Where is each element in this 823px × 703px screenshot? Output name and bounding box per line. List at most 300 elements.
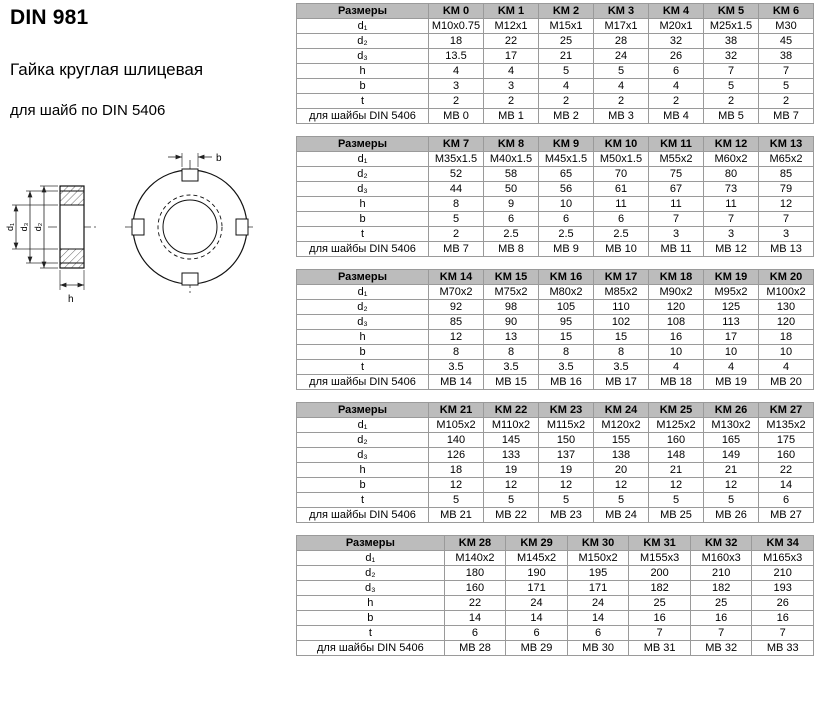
header-row — [297, 536, 814, 551]
value-cell: 26 — [649, 49, 704, 64]
km-header-cell: KM 3 — [594, 4, 649, 19]
value-cell: 85 — [429, 315, 484, 330]
value-cell: 3.5 — [484, 360, 539, 375]
value-cell: 61 — [594, 182, 649, 197]
table-row — [297, 242, 814, 257]
value-cell: MB 17 — [594, 375, 649, 390]
value-cell: 11 — [704, 197, 759, 212]
section-view — [5, 186, 96, 305]
value-cell: 10 — [649, 345, 704, 360]
value-cell: 24 — [506, 596, 568, 611]
header-row — [297, 403, 814, 418]
value-cell: MB 16 — [539, 375, 594, 390]
table-row — [297, 109, 814, 124]
value-cell: 6 — [649, 64, 704, 79]
value-cell: 175 — [759, 433, 814, 448]
value-cell: M60x2 — [704, 152, 759, 167]
value-cell: 2 — [594, 94, 649, 109]
table-row — [297, 197, 814, 212]
table-row — [297, 448, 814, 463]
tables-container — [296, 3, 814, 656]
dim-label-d3: d₃ — [19, 222, 29, 232]
km-header-cell: KM 31 — [629, 536, 691, 551]
value-cell: 8 — [539, 345, 594, 360]
value-cell: 25 — [629, 596, 691, 611]
value-cell: 10 — [704, 345, 759, 360]
value-cell: 160 — [649, 433, 704, 448]
value-cell: 5 — [704, 79, 759, 94]
value-cell: 24 — [567, 596, 629, 611]
km-header-cell: KM 15 — [484, 270, 539, 285]
value-cell: M115x2 — [539, 418, 594, 433]
hatch-top — [60, 186, 84, 205]
value-cell: M35x1.5 — [429, 152, 484, 167]
value-cell: 6 — [506, 626, 568, 641]
value-cell: 182 — [690, 581, 752, 596]
value-cell: 18 — [429, 463, 484, 478]
value-cell: 171 — [567, 581, 629, 596]
km-header-cell: KM 4 — [649, 4, 704, 19]
value-cell: 2 — [539, 94, 594, 109]
value-cell: 171 — [506, 581, 568, 596]
value-cell: 210 — [690, 566, 752, 581]
table-row — [297, 227, 814, 242]
km-header-cell: KM 17 — [594, 270, 649, 285]
row-label-cell: d₁ — [297, 152, 429, 167]
value-cell: MB 9 — [539, 242, 594, 257]
value-cell: MB 25 — [649, 508, 704, 523]
value-cell: 102 — [594, 315, 649, 330]
value-cell: 3.5 — [594, 360, 649, 375]
value-cell: 26 — [752, 596, 814, 611]
value-cell: 140 — [429, 433, 484, 448]
value-cell: 4 — [594, 79, 649, 94]
value-cell: 180 — [444, 566, 506, 581]
value-cell: 10 — [759, 345, 814, 360]
page-title: DIN 981 — [10, 6, 89, 29]
row-label-cell: t — [297, 493, 429, 508]
value-cell: 7 — [704, 212, 759, 227]
value-cell: 125 — [704, 300, 759, 315]
row-label-cell: d₂ — [297, 433, 429, 448]
value-cell: 6 — [539, 212, 594, 227]
value-cell: 108 — [649, 315, 704, 330]
front-view — [125, 153, 256, 294]
value-cell: 79 — [759, 182, 814, 197]
value-cell: 5 — [484, 493, 539, 508]
nut-drawing-svg — [0, 148, 295, 353]
km-header-cell: KM 0 — [429, 4, 484, 19]
row-label-cell: h — [297, 330, 429, 345]
value-cell: 148 — [649, 448, 704, 463]
slot-right — [236, 219, 248, 235]
value-cell: 56 — [539, 182, 594, 197]
value-cell: 4 — [484, 64, 539, 79]
value-cell: 52 — [429, 167, 484, 182]
value-cell: 5 — [649, 493, 704, 508]
table-row — [297, 433, 814, 448]
km-header-cell: KM 20 — [759, 270, 814, 285]
value-cell: 145 — [484, 433, 539, 448]
value-cell: M40x1.5 — [484, 152, 539, 167]
row-label-cell: h — [297, 64, 429, 79]
value-cell: M75x2 — [484, 285, 539, 300]
value-cell: MB 32 — [690, 641, 752, 656]
value-cell: M130x2 — [704, 418, 759, 433]
value-cell: M25x1.5 — [704, 19, 759, 34]
km-header-cell: KM 29 — [506, 536, 568, 551]
value-cell: 200 — [629, 566, 691, 581]
km-header-cell: KM 2 — [539, 4, 594, 19]
table-row — [297, 463, 814, 478]
row-label-cell: b — [297, 611, 445, 626]
value-cell: 22 — [444, 596, 506, 611]
row-label-cell: d₁ — [297, 418, 429, 433]
value-cell: 98 — [484, 300, 539, 315]
table-row — [297, 611, 814, 626]
value-cell: 90 — [484, 315, 539, 330]
value-cell: 25 — [690, 596, 752, 611]
value-cell: 15 — [594, 330, 649, 345]
value-cell: 32 — [649, 34, 704, 49]
value-cell: 14 — [759, 478, 814, 493]
row-label-cell: d₂ — [297, 566, 445, 581]
value-cell: 3.5 — [539, 360, 594, 375]
value-cell: 190 — [506, 566, 568, 581]
value-cell: 8 — [429, 197, 484, 212]
value-cell: 130 — [759, 300, 814, 315]
value-cell: 160 — [444, 581, 506, 596]
table-row — [297, 49, 814, 64]
value-cell: M160x3 — [690, 551, 752, 566]
row-label-cell: d₁ — [297, 285, 429, 300]
km-header-cell: KM 1 — [484, 4, 539, 19]
value-cell: 44 — [429, 182, 484, 197]
value-cell: M120x2 — [594, 418, 649, 433]
row-label-cell: t — [297, 227, 429, 242]
value-cell: MB 14 — [429, 375, 484, 390]
value-cell: 5 — [539, 493, 594, 508]
value-cell: M10x0.75 — [429, 19, 484, 34]
value-cell: MB 5 — [704, 109, 759, 124]
value-cell: 58 — [484, 167, 539, 182]
value-cell: 195 — [567, 566, 629, 581]
row-label-cell: d₃ — [297, 49, 429, 64]
table-row — [297, 596, 814, 611]
km-header-cell: KM 34 — [752, 536, 814, 551]
sizes-header-cell: Размеры — [297, 536, 445, 551]
value-cell: 5 — [594, 64, 649, 79]
value-cell: 12 — [429, 330, 484, 345]
value-cell: 13.5 — [429, 49, 484, 64]
value-cell: 38 — [704, 34, 759, 49]
row-label-cell: d₁ — [297, 19, 429, 34]
value-cell: MB 7 — [759, 109, 814, 124]
value-cell: 3 — [484, 79, 539, 94]
table-row — [297, 94, 814, 109]
slot-left — [132, 219, 144, 235]
km-header-cell: KM 8 — [484, 137, 539, 152]
value-cell: 73 — [704, 182, 759, 197]
value-cell: M100x2 — [759, 285, 814, 300]
value-cell: 3 — [649, 227, 704, 242]
dim-label-d1: d₁ — [5, 222, 15, 232]
value-cell: 6 — [444, 626, 506, 641]
value-cell: 2 — [484, 94, 539, 109]
value-cell: 5 — [759, 79, 814, 94]
header-row — [297, 270, 814, 285]
table-row — [297, 19, 814, 34]
row-label-cell: b — [297, 478, 429, 493]
spec-table-5 — [296, 535, 814, 656]
row-label-cell: h — [297, 463, 429, 478]
value-cell: 4 — [759, 360, 814, 375]
km-header-cell: KM 26 — [704, 403, 759, 418]
sizes-header-cell: Размеры — [297, 403, 429, 418]
value-cell: M90x2 — [649, 285, 704, 300]
row-label-cell: h — [297, 596, 445, 611]
table-row — [297, 508, 814, 523]
value-cell: M50x1.5 — [594, 152, 649, 167]
table-row — [297, 626, 814, 641]
value-cell: M20x1 — [649, 19, 704, 34]
km-header-cell: KM 14 — [429, 270, 484, 285]
value-cell: 2 — [759, 94, 814, 109]
value-cell: 12 — [759, 197, 814, 212]
value-cell: 8 — [594, 345, 649, 360]
value-cell: M95x2 — [704, 285, 759, 300]
technical-drawing — [0, 148, 295, 353]
table-row — [297, 375, 814, 390]
value-cell: M45x1.5 — [539, 152, 594, 167]
value-cell: 105 — [539, 300, 594, 315]
value-cell: 25 — [539, 34, 594, 49]
value-cell: 2 — [649, 94, 704, 109]
value-cell: 7 — [629, 626, 691, 641]
value-cell: 12 — [539, 478, 594, 493]
table-row — [297, 360, 814, 375]
sizes-header-cell: Размеры — [297, 4, 429, 19]
value-cell: M80x2 — [539, 285, 594, 300]
km-header-cell: KM 10 — [594, 137, 649, 152]
row-label-cell: d₂ — [297, 167, 429, 182]
value-cell: 8 — [484, 345, 539, 360]
row-label-cell: b — [297, 212, 429, 227]
value-cell: 4 — [539, 79, 594, 94]
value-cell: 193 — [752, 581, 814, 596]
km-header-cell: KM 28 — [444, 536, 506, 551]
value-cell: MB 28 — [444, 641, 506, 656]
row-label-cell: для шайбы DIN 5406 — [297, 109, 429, 124]
value-cell: 7 — [759, 212, 814, 227]
value-cell: M145x2 — [506, 551, 568, 566]
row-label-cell: для шайбы DIN 5406 — [297, 242, 429, 257]
value-cell: 160 — [759, 448, 814, 463]
slot-top — [182, 169, 198, 181]
value-cell: 3 — [759, 227, 814, 242]
value-cell: 32 — [704, 49, 759, 64]
value-cell: 20 — [594, 463, 649, 478]
value-cell: 17 — [484, 49, 539, 64]
value-cell: 7 — [759, 64, 814, 79]
table-row — [297, 581, 814, 596]
value-cell: M12x1 — [484, 19, 539, 34]
value-cell: 18 — [429, 34, 484, 49]
value-cell: 133 — [484, 448, 539, 463]
value-cell: MB 30 — [567, 641, 629, 656]
value-cell: 6 — [484, 212, 539, 227]
value-cell: MB 12 — [704, 242, 759, 257]
row-label-cell: t — [297, 626, 445, 641]
value-cell: 150 — [539, 433, 594, 448]
value-cell: 4 — [704, 360, 759, 375]
table-row — [297, 551, 814, 566]
value-cell: MB 15 — [484, 375, 539, 390]
km-header-cell: KM 23 — [539, 403, 594, 418]
value-cell: MB 8 — [484, 242, 539, 257]
value-cell: 16 — [752, 611, 814, 626]
value-cell: 4 — [429, 64, 484, 79]
value-cell: MB 13 — [759, 242, 814, 257]
hatch-bottom — [60, 249, 84, 268]
value-cell: 16 — [629, 611, 691, 626]
value-cell: 15 — [539, 330, 594, 345]
value-cell: 3 — [704, 227, 759, 242]
value-cell: 85 — [759, 167, 814, 182]
value-cell: MB 2 — [539, 109, 594, 124]
table-row — [297, 330, 814, 345]
value-cell: 75 — [649, 167, 704, 182]
header-block — [10, 6, 290, 119]
value-cell: MB 19 — [704, 375, 759, 390]
km-header-cell: KM 19 — [704, 270, 759, 285]
km-header-cell: KM 24 — [594, 403, 649, 418]
table-row — [297, 182, 814, 197]
value-cell: M30 — [759, 19, 814, 34]
value-cell: 16 — [690, 611, 752, 626]
table-row — [297, 418, 814, 433]
table-row — [297, 300, 814, 315]
value-cell: 7 — [649, 212, 704, 227]
table-row — [297, 212, 814, 227]
value-cell: 120 — [649, 300, 704, 315]
value-cell: M165x3 — [752, 551, 814, 566]
km-header-cell: KM 16 — [539, 270, 594, 285]
value-cell: 21 — [704, 463, 759, 478]
value-cell: 92 — [429, 300, 484, 315]
value-cell: 95 — [539, 315, 594, 330]
value-cell: 12 — [429, 478, 484, 493]
row-label-cell: для шайбы DIN 5406 — [297, 508, 429, 523]
value-cell: 14 — [567, 611, 629, 626]
page-note: для шайб по DIN 5406 — [10, 102, 166, 119]
km-header-cell: KM 25 — [649, 403, 704, 418]
value-cell: 7 — [690, 626, 752, 641]
value-cell: 17 — [704, 330, 759, 345]
value-cell: M65x2 — [759, 152, 814, 167]
value-cell: MB 1 — [484, 109, 539, 124]
value-cell: 138 — [594, 448, 649, 463]
value-cell: 6 — [594, 212, 649, 227]
value-cell: 210 — [752, 566, 814, 581]
km-header-cell: KM 21 — [429, 403, 484, 418]
value-cell: 4 — [649, 360, 704, 375]
value-cell: MB 18 — [649, 375, 704, 390]
value-cell: MB 29 — [506, 641, 568, 656]
value-cell: M70x2 — [429, 285, 484, 300]
row-label-cell: t — [297, 94, 429, 109]
row-label-cell: t — [297, 360, 429, 375]
row-label-cell: d₂ — [297, 300, 429, 315]
value-cell: 7 — [704, 64, 759, 79]
dim-label-b: b — [216, 153, 222, 164]
table-row — [297, 34, 814, 49]
value-cell: 22 — [484, 34, 539, 49]
km-header-cell: KM 12 — [704, 137, 759, 152]
km-header-cell: KM 27 — [759, 403, 814, 418]
km-header-cell: KM 11 — [649, 137, 704, 152]
value-cell: 21 — [539, 49, 594, 64]
row-label-cell: d₃ — [297, 581, 445, 596]
value-cell: M85x2 — [594, 285, 649, 300]
value-cell: 165 — [704, 433, 759, 448]
value-cell: 2.5 — [539, 227, 594, 242]
row-label-cell: h — [297, 197, 429, 212]
table-row — [297, 641, 814, 656]
value-cell: 2 — [429, 227, 484, 242]
value-cell: MB 20 — [759, 375, 814, 390]
spec-table-2 — [296, 136, 814, 257]
value-cell: 14 — [444, 611, 506, 626]
value-cell: 19 — [484, 463, 539, 478]
value-cell: 24 — [594, 49, 649, 64]
table-row — [297, 315, 814, 330]
value-cell: MB 0 — [429, 109, 484, 124]
value-cell: MB 21 — [429, 508, 484, 523]
header-row — [297, 137, 814, 152]
sizes-header-cell: Размеры — [297, 137, 429, 152]
value-cell: 11 — [594, 197, 649, 212]
spec-table-1 — [296, 3, 814, 124]
value-cell: 10 — [539, 197, 594, 212]
value-cell: 155 — [594, 433, 649, 448]
value-cell: M150x2 — [567, 551, 629, 566]
value-cell: 182 — [629, 581, 691, 596]
value-cell: MB 22 — [484, 508, 539, 523]
value-cell: M17x1 — [594, 19, 649, 34]
value-cell: 113 — [704, 315, 759, 330]
value-cell: 137 — [539, 448, 594, 463]
value-cell: MB 31 — [629, 641, 691, 656]
value-cell: 12 — [704, 478, 759, 493]
km-header-cell: KM 7 — [429, 137, 484, 152]
value-cell: 3.5 — [429, 360, 484, 375]
value-cell: 126 — [429, 448, 484, 463]
value-cell: 149 — [704, 448, 759, 463]
value-cell: 110 — [594, 300, 649, 315]
value-cell: 28 — [594, 34, 649, 49]
value-cell: 6 — [567, 626, 629, 641]
value-cell: MB 7 — [429, 242, 484, 257]
value-cell: 16 — [649, 330, 704, 345]
table-row — [297, 285, 814, 300]
value-cell: 5 — [704, 493, 759, 508]
value-cell: MB 26 — [704, 508, 759, 523]
value-cell: 80 — [704, 167, 759, 182]
km-header-cell: KM 5 — [704, 4, 759, 19]
value-cell: MB 11 — [649, 242, 704, 257]
value-cell: 12 — [594, 478, 649, 493]
